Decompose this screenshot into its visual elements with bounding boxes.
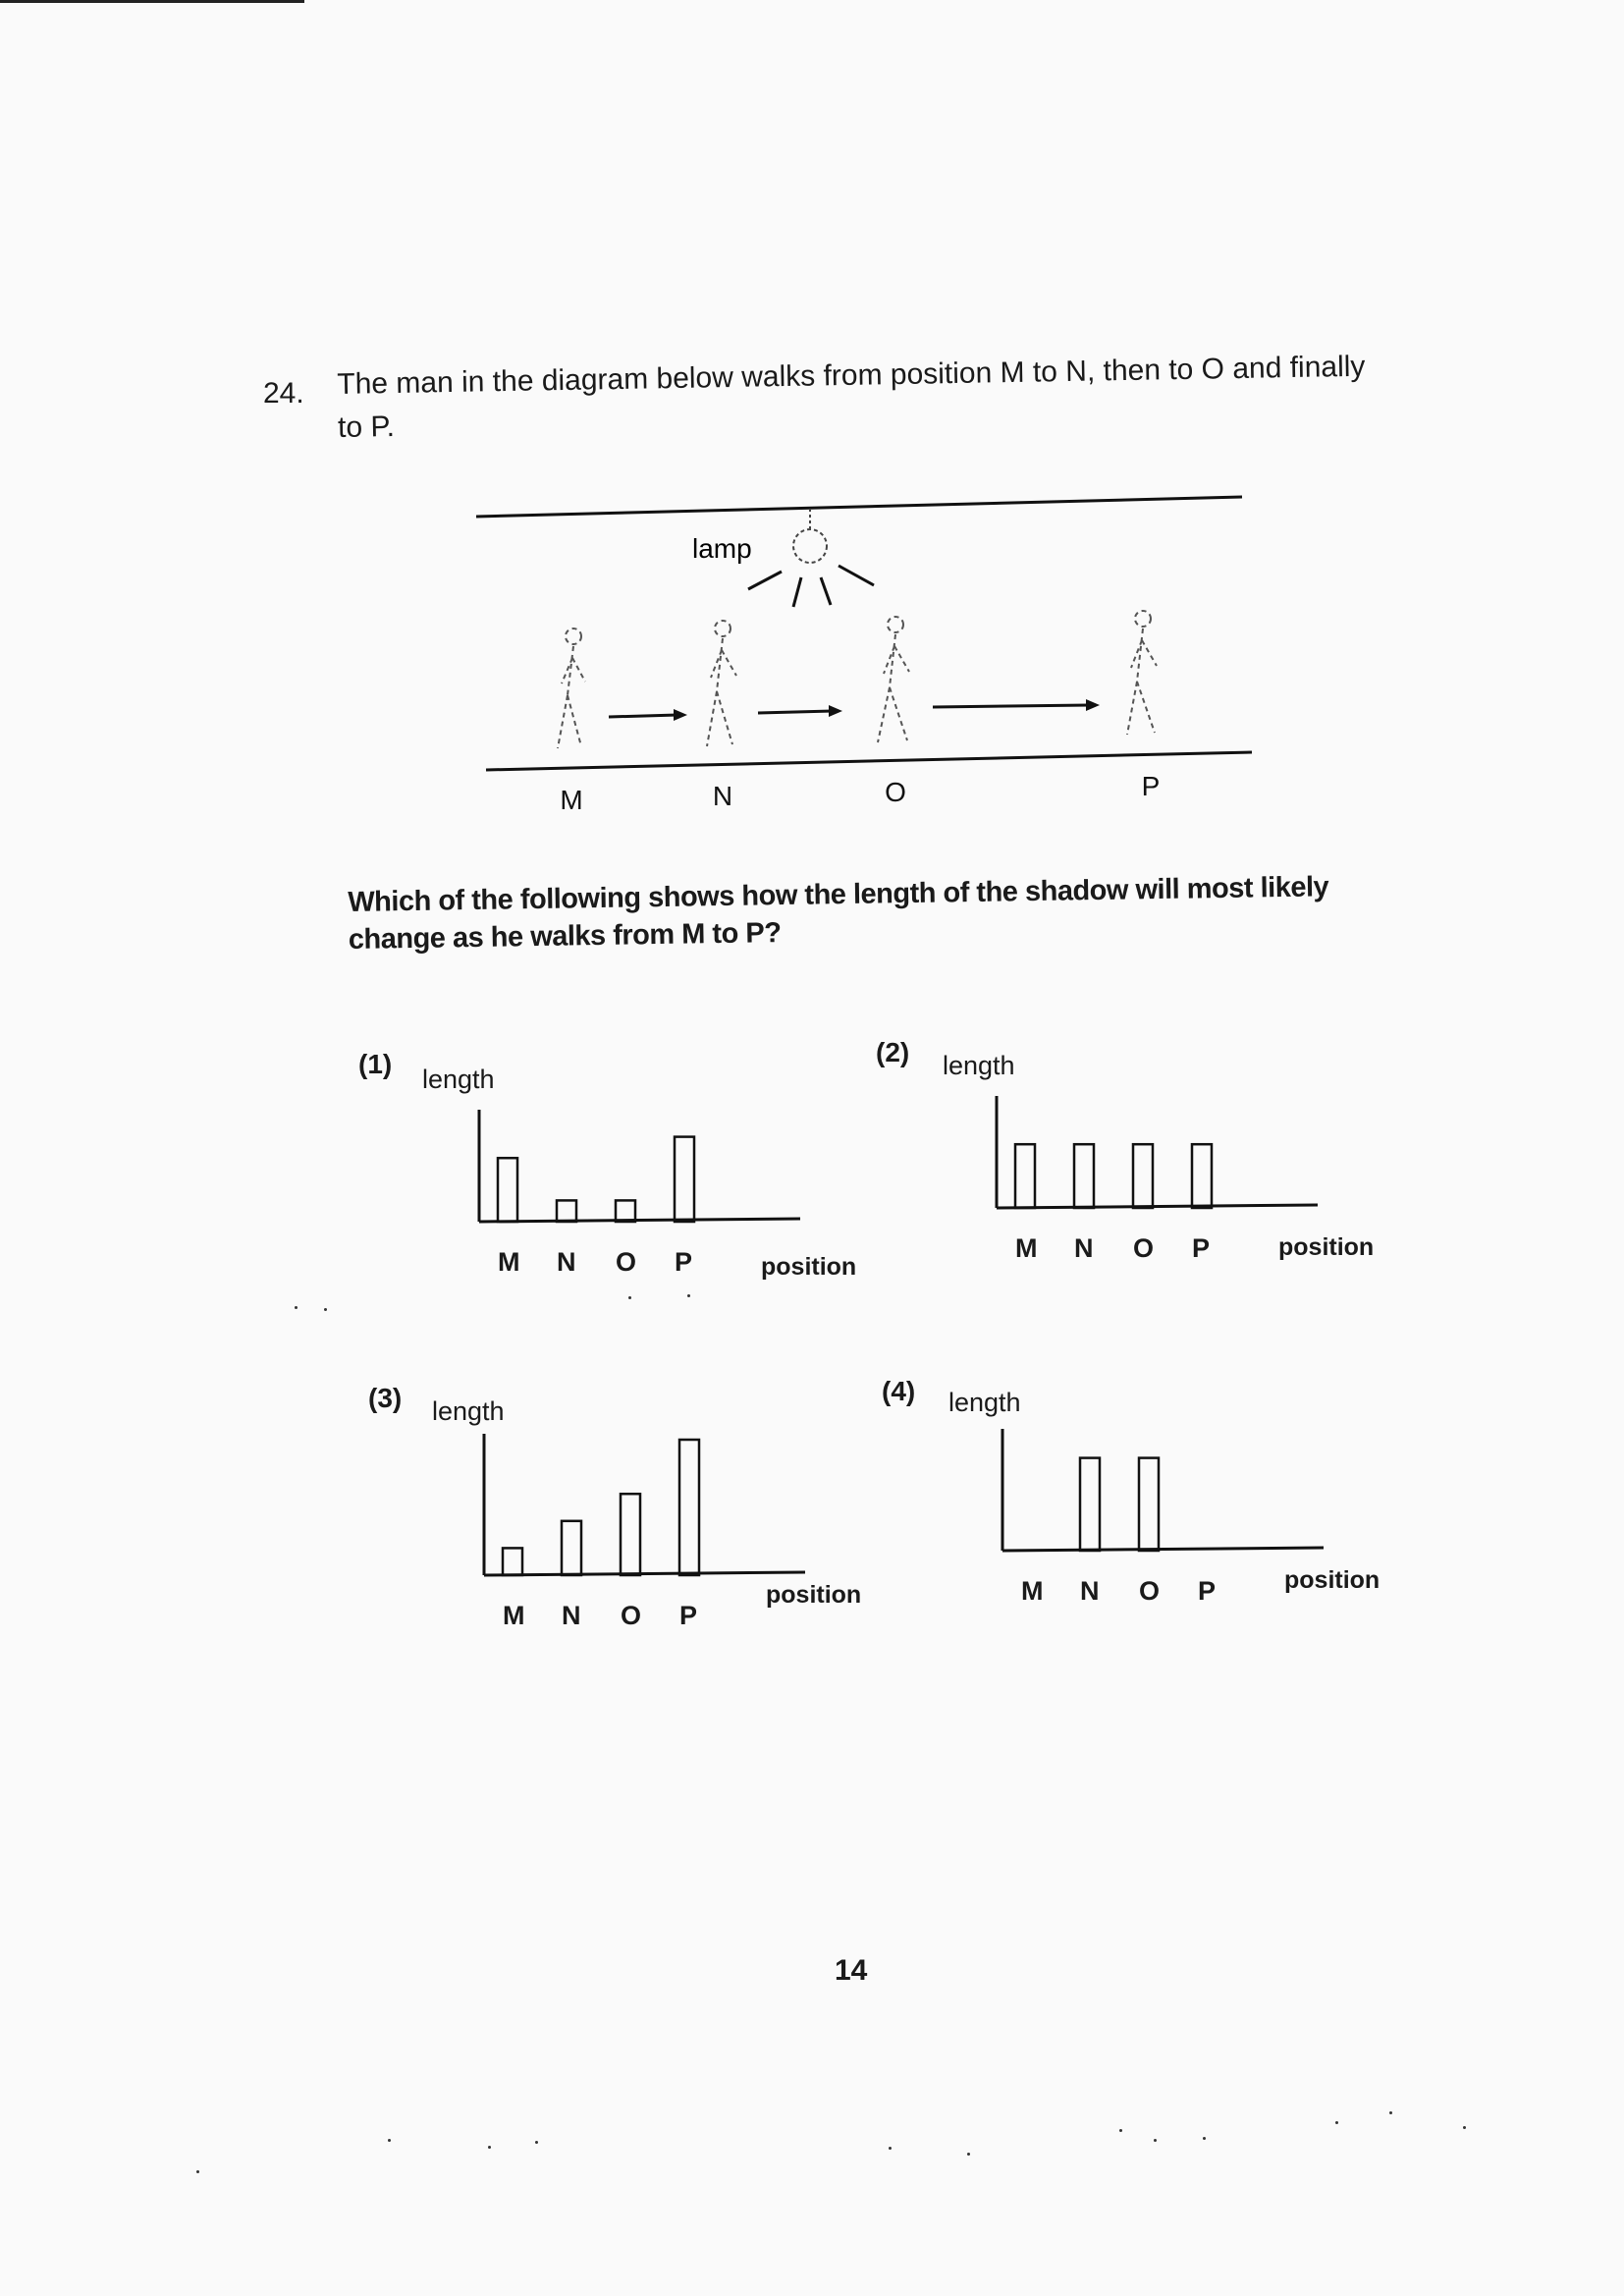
scan-speck — [687, 1294, 690, 1297]
bar-p — [679, 1440, 699, 1575]
scan-speck — [196, 2170, 199, 2173]
scan-speck — [1203, 2137, 1206, 2140]
x-axis — [479, 1219, 800, 1222]
page-number: 14 — [835, 1954, 868, 1987]
tick-label-p: P — [675, 1247, 693, 1277]
position-label-n: N — [712, 781, 733, 811]
arrow-o-to-p-icon — [933, 699, 1100, 711]
bar-o — [621, 1494, 640, 1575]
walk-diagram — [471, 481, 1257, 835]
man-figure-o — [878, 617, 909, 742]
bar-chart — [476, 1110, 830, 1228]
option-label: (3) — [368, 1383, 403, 1413]
tick-label-m: M — [498, 1247, 520, 1277]
scan-edge-line — [0, 0, 304, 3]
y-axis-label: length — [948, 1388, 1021, 1417]
question-text: The man in the diagram below walks from position M to N, then to O and finally to P. — [337, 350, 1366, 444]
scan-speck — [1154, 2139, 1157, 2142]
position-label-p: P — [1141, 771, 1161, 801]
bar-m — [1015, 1144, 1035, 1208]
bar-m — [503, 1548, 522, 1575]
man-figure-m — [558, 629, 585, 748]
tick-label-m: M — [503, 1601, 525, 1630]
tick-label-o: O — [1139, 1576, 1161, 1606]
ceiling-line — [476, 497, 1242, 517]
y-axis-label: length — [422, 1065, 495, 1094]
bar-o — [616, 1200, 635, 1222]
lamp-label: lamp — [692, 533, 752, 564]
scan-speck — [1335, 2121, 1338, 2124]
question-number: 24. — [263, 377, 304, 410]
tick-label-n: N — [1074, 1233, 1094, 1263]
tick-label-n: N — [557, 1247, 576, 1277]
tick-label-p: P — [1198, 1576, 1217, 1606]
scan-speck — [488, 2146, 491, 2149]
ground-line — [486, 752, 1252, 770]
y-axis-label: length — [943, 1051, 1015, 1080]
arrow-m-to-n-icon — [609, 709, 687, 721]
position-label-o: O — [885, 777, 906, 807]
bar-m — [498, 1158, 517, 1222]
bar-n — [1080, 1458, 1100, 1551]
position-label-m: M — [560, 785, 583, 815]
question-prompt: Which of the following shows how the length of the shadow will most likely change as he walks from M to P? — [348, 871, 1329, 956]
scan-speck — [628, 1296, 631, 1299]
scan-speck — [889, 2147, 892, 2150]
tick-label-m: M — [1015, 1233, 1038, 1263]
x-axis — [997, 1205, 1318, 1208]
x-axis-label: position — [1284, 1566, 1380, 1594]
x-axis — [1002, 1548, 1324, 1551]
bar-p — [1192, 1144, 1212, 1208]
tick-label-o: O — [1133, 1233, 1155, 1263]
bar-chart — [1000, 1429, 1353, 1557]
bar-n — [562, 1521, 581, 1575]
bar-o — [1133, 1144, 1153, 1208]
option-label: (1) — [358, 1049, 393, 1079]
scan-speck — [324, 1308, 327, 1311]
bar-chart — [994, 1096, 1347, 1214]
tick-label-n: N — [562, 1601, 581, 1630]
y-axis-label: length — [432, 1396, 505, 1426]
arrow-n-to-o-icon — [758, 705, 842, 717]
scan-speck — [967, 2153, 970, 2156]
scan-speck — [1389, 2111, 1392, 2114]
tick-label-o: O — [616, 1247, 637, 1277]
bar-n — [557, 1200, 576, 1222]
tick-label-n: N — [1080, 1576, 1100, 1606]
man-figure-p — [1127, 611, 1157, 735]
tick-label-m: M — [1021, 1576, 1044, 1606]
scan-speck — [1119, 2129, 1122, 2132]
x-axis-label: position — [766, 1581, 862, 1609]
man-figure-n — [707, 621, 736, 746]
lamp-icon — [748, 509, 874, 607]
bar-p — [675, 1137, 694, 1222]
x-axis — [484, 1572, 805, 1575]
bar-o — [1139, 1458, 1159, 1551]
scan-speck — [535, 2141, 538, 2144]
scan-speck — [388, 2139, 391, 2142]
scan-speck — [1463, 2126, 1466, 2129]
scan-speck — [295, 1306, 298, 1309]
tick-label-o: O — [621, 1601, 642, 1630]
x-axis-label: position — [1278, 1233, 1375, 1261]
x-axis-label: position — [761, 1253, 857, 1281]
tick-label-p: P — [679, 1601, 698, 1630]
tick-label-p: P — [1192, 1233, 1211, 1263]
option-label: (4) — [882, 1376, 916, 1406]
bar-chart — [481, 1434, 835, 1581]
option-label: (2) — [876, 1037, 910, 1067]
bar-n — [1074, 1144, 1094, 1208]
